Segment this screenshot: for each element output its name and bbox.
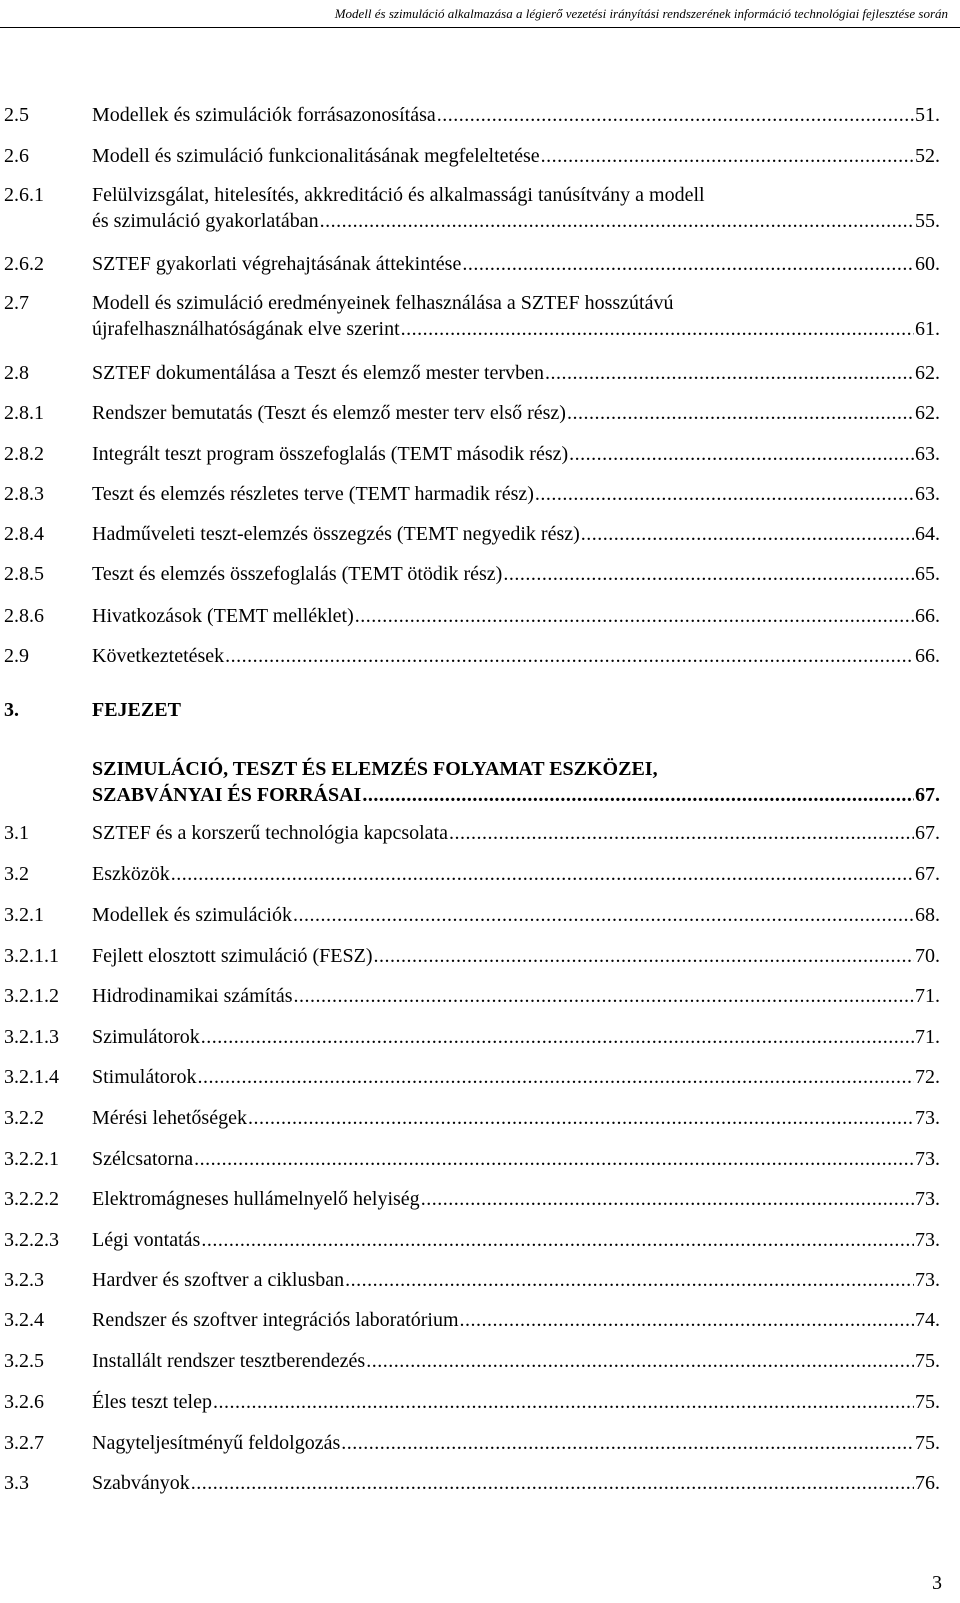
- toc-entry-title: [92, 182, 940, 234]
- dot-leader: [194, 1146, 914, 1172]
- toc-entry-number: 3.2.2.1: [4, 1148, 59, 1170]
- toc-entry-title: [92, 1348, 940, 1374]
- toc-entry-title: [92, 143, 940, 169]
- toc-entry-last-line: [92, 561, 940, 587]
- toc-entry-page: 72.: [915, 1066, 940, 1088]
- toc-entry-title: [92, 521, 940, 547]
- toc-entry-last-line: [92, 1430, 940, 1456]
- toc-entry-page: 67.: [915, 863, 940, 885]
- toc-entry-number: 2.8.1: [4, 402, 44, 424]
- dot-leader: [345, 1267, 914, 1293]
- toc-entry-title: [92, 400, 940, 426]
- toc-entry-title: [92, 1024, 940, 1050]
- page-number: 3: [932, 1572, 942, 1594]
- toc-entry-last-line: [92, 143, 940, 169]
- toc-entry-last-line: [92, 902, 940, 928]
- dot-leader: [355, 603, 914, 629]
- dot-leader: [535, 481, 914, 507]
- toc-entry-last-line: [92, 1186, 940, 1212]
- dot-leader: [581, 521, 914, 547]
- dot-leader: [362, 782, 914, 808]
- toc-entry-last-line: [92, 1389, 940, 1415]
- toc-entry-title-line: Szélcsatorna: [92, 1148, 194, 1170]
- toc-entry-title-line: Hardver és szoftver a ciklusban: [92, 1269, 345, 1291]
- toc-entry-title: [92, 481, 940, 507]
- toc-entry-number: 2.8.6: [4, 605, 44, 627]
- toc-entry-page: 75.: [915, 1391, 940, 1413]
- toc-entry-number: 3.3: [4, 1472, 29, 1494]
- toc-entry-last-line: [92, 1267, 940, 1293]
- toc-entry-number: 2.8.3: [4, 483, 44, 505]
- toc-entry-title-line: Hivatkozások (TEMT melléklet): [92, 605, 354, 627]
- toc-entry-page: 60.: [915, 253, 940, 275]
- toc-entry-page: 75.: [915, 1350, 940, 1372]
- toc-entry-page: 71.: [915, 1026, 940, 1048]
- toc-entry-title: [92, 1105, 940, 1131]
- toc-entry-page: 75.: [915, 1432, 940, 1454]
- toc-entry-title: [92, 441, 940, 467]
- running-header: Modell és szimuláció alkalmazása a légierő vezetési irányítási rendszerének információ technológiai fejlesztése során: [334, 6, 948, 21]
- toc-entry-title-line: SZABVÁNYAI ÉS FORRÁSAI: [92, 784, 362, 806]
- toc-entry-last-line: [92, 820, 940, 846]
- toc-entry-title: [92, 983, 940, 1009]
- toc-entry-title-line: Következtetések: [92, 645, 225, 667]
- toc-entry-last-line: [92, 603, 940, 629]
- toc-entry-title-line: Teszt és elemzés részletes terve (TEMT harmadik rész): [92, 483, 534, 505]
- toc-entry-last-line: [92, 1470, 940, 1496]
- toc-entry-title: [92, 360, 940, 386]
- toc-entry-page: 73.: [915, 1188, 940, 1210]
- toc-entry-title: [92, 603, 940, 629]
- toc-entry-last-line: [92, 1307, 940, 1333]
- toc-entry-page: 67.: [915, 822, 940, 844]
- toc-entry-title: [92, 290, 940, 342]
- dot-leader: [201, 1024, 914, 1050]
- dot-leader: [341, 1430, 914, 1456]
- dot-leader: [374, 943, 914, 969]
- toc-entry-title-line: Rendszer bemutatás (Teszt és elemző mester terv első rész): [92, 402, 566, 424]
- toc-entry-page: 64.: [915, 523, 940, 545]
- toc-entry-title-line: Modell és szimuláció funkcionalitásának megfeleltetése: [92, 145, 540, 167]
- toc-entry-title: [92, 820, 940, 846]
- toc-entry-number: 2.8.2: [4, 443, 44, 465]
- toc-entry-title-line: Szimulátorok: [92, 1026, 200, 1048]
- toc-entry-page: 73.: [915, 1269, 940, 1291]
- dot-leader: [545, 360, 914, 386]
- dot-leader: [401, 316, 914, 342]
- dot-leader: [201, 1227, 914, 1253]
- dot-leader: [421, 1186, 914, 1212]
- dot-leader: [366, 1348, 914, 1374]
- toc-entry-title-line: SZTEF gyakorlati végrehajtásának áttekintése: [92, 253, 462, 275]
- toc-entry-page: 66.: [915, 645, 940, 667]
- toc-entry-title-line: újrafelhasználhatóságának elve szerint: [92, 318, 400, 340]
- toc-entry-last-line: [92, 983, 940, 1009]
- dot-leader: [294, 983, 914, 1009]
- toc-entry-page: 61.: [915, 318, 940, 340]
- toc-entry-page: 76.: [915, 1472, 940, 1494]
- toc-entry-title-line: Modell és szimuláció eredményeinek felhasználása a SZTEF hosszútávú: [92, 292, 674, 314]
- toc-entry-title-line: Modellek és szimulációk: [92, 904, 292, 926]
- toc-entry-page: 51.: [915, 104, 940, 126]
- toc-entry-last-line: [92, 1024, 940, 1050]
- toc-entry-number: 3.2.2.2: [4, 1188, 59, 1210]
- toc-entry-number: 3.2.7: [4, 1432, 44, 1454]
- toc-entry-title-line: Fejlett elosztott szimuláció (FESZ): [92, 945, 373, 967]
- toc-entry-last-line: [92, 521, 940, 547]
- toc-entry-page: 63.: [915, 443, 940, 465]
- dot-leader: [293, 902, 914, 928]
- toc-entry-title-line: Eszközök: [92, 863, 170, 885]
- toc-entry-number: 3.2.1.4: [4, 1066, 59, 1088]
- toc-entry-page: 68.: [915, 904, 940, 926]
- toc-entry-title-line: Teszt és elemzés összefoglalás (TEMT ötödik rész): [92, 563, 503, 585]
- dot-leader: [191, 1470, 914, 1496]
- toc-entry-last-line: [92, 251, 940, 277]
- toc-entry-number: 2.5: [4, 104, 29, 126]
- toc-entry-page: 65.: [915, 563, 940, 585]
- toc-entry-last-line: [92, 316, 940, 342]
- dot-leader: [449, 820, 914, 846]
- toc-entry-title: [92, 1186, 940, 1212]
- toc-entry-title: [92, 1064, 940, 1090]
- toc-entry-number: 3.2.4: [4, 1309, 44, 1331]
- toc-entry-number: 3.2.3: [4, 1269, 44, 1291]
- toc-entry-title-line: Elektromágneses hullámelnyelő helyiség: [92, 1188, 420, 1210]
- toc-entry-title: [92, 756, 940, 808]
- dot-leader: [197, 1064, 914, 1090]
- toc-entry-number: 3.1: [4, 822, 29, 844]
- toc-entry-last-line: [92, 1064, 940, 1090]
- toc-entry-number: 2.6.1: [4, 184, 44, 206]
- toc-entry-title-line: Modellek és szimulációk forrásazonosítása: [92, 104, 436, 126]
- dot-leader: [503, 561, 914, 587]
- toc-entry-number: 3.2.5: [4, 1350, 44, 1372]
- chapter-number: 3.: [4, 699, 19, 721]
- toc-entry-title-line: Rendszer és szoftver integrációs laboratórium: [92, 1309, 459, 1331]
- toc-entry-title-line: SZIMULÁCIÓ, TESZT ÉS ELEMZÉS FOLYAMAT ESZKÖZEI,: [92, 758, 658, 780]
- toc-entry-title: [92, 1389, 940, 1415]
- toc-entry-page: 63.: [915, 483, 940, 505]
- toc-entry-number: 3.2.2: [4, 1107, 44, 1129]
- toc-entry-last-line: [92, 943, 940, 969]
- toc-entry-page: 67.: [915, 784, 940, 806]
- chapter-label: FEJEZET: [92, 699, 181, 721]
- toc-entry-number: 2.7: [4, 292, 29, 314]
- dot-leader: [437, 102, 914, 128]
- toc-entry-page: 74.: [915, 1309, 940, 1331]
- toc-entry-title: [92, 251, 940, 277]
- toc-entry-number: 3.2: [4, 863, 29, 885]
- toc-entry-title-line: és szimuláció gyakorlatában: [92, 210, 319, 232]
- toc-entry-title-line: SZTEF dokumentálása a Teszt és elemző mester tervben: [92, 362, 544, 384]
- toc-entry-number: 3.2.1.1: [4, 945, 59, 967]
- toc-entry-title-line: Hadműveleti teszt-elemzés összegzés (TEMT negyedik rész): [92, 523, 580, 545]
- toc-entry-title: [92, 102, 940, 128]
- toc-entry-title-line: Nagyteljesítményű feldolgozás: [92, 1432, 341, 1454]
- toc-entry-title: [92, 902, 940, 928]
- toc-entry-title: [92, 943, 940, 969]
- toc-entry-last-line: [92, 1227, 940, 1253]
- toc-entry-title-line: Felülvizsgálat, hitelesítés, akkreditáció és alkalmassági tanúsítvány a modell: [92, 184, 705, 206]
- toc-entry-number: 3.2.2.3: [4, 1229, 59, 1251]
- toc-entry-last-line: [92, 360, 940, 386]
- toc-entry-last-line: [92, 643, 940, 669]
- toc-entry-title: [92, 1430, 940, 1456]
- dot-leader: [569, 441, 914, 467]
- toc-entry-page: 73.: [915, 1229, 940, 1251]
- toc-entry-last-line: [92, 208, 940, 234]
- toc-entry-number: 3.2.1.3: [4, 1026, 59, 1048]
- toc-entry-title-line: Hidrodinamikai számítás: [92, 985, 293, 1007]
- toc-entry-page: 62.: [915, 402, 940, 424]
- toc-entry-page: 66.: [915, 605, 940, 627]
- toc-entry-page: 70.: [915, 945, 940, 967]
- toc-entry-last-line: [92, 782, 940, 808]
- toc-entry-last-line: [92, 1146, 940, 1172]
- dot-leader: [320, 208, 914, 234]
- toc-entry-last-line: [92, 102, 940, 128]
- header-rule: [0, 27, 960, 28]
- toc-entry-number: 3.2.6: [4, 1391, 44, 1413]
- toc-entry-title: [92, 561, 940, 587]
- toc-entry-title-line: Szabványok: [92, 1472, 190, 1494]
- toc-entry-last-line: [92, 400, 940, 426]
- toc-entry-title: [92, 643, 940, 669]
- toc-entry-last-line: [92, 1105, 940, 1131]
- toc-entry-page: 52.: [915, 145, 940, 167]
- toc-entry-page: 55.: [915, 210, 940, 232]
- toc-entry-last-line: [92, 861, 940, 887]
- toc-entry-title-line: Stimulátorok: [92, 1066, 197, 1088]
- toc-entry-title: [92, 1470, 940, 1496]
- dot-leader: [460, 1307, 914, 1333]
- toc-entry-title-line: Mérési lehetőségek: [92, 1107, 247, 1129]
- toc-entry-number: 2.9: [4, 645, 29, 667]
- toc-entry-title: [92, 861, 940, 887]
- toc-entry-number: 2.6.2: [4, 253, 44, 275]
- toc-entry-title-line: Éles teszt telep: [92, 1391, 212, 1413]
- toc-entry-title-line: Installált rendszer tesztberendezés: [92, 1350, 366, 1372]
- toc-entry-number: 3.2.1: [4, 904, 44, 926]
- toc-entry-last-line: [92, 441, 940, 467]
- toc-entry-page: 71.: [915, 985, 940, 1007]
- toc-entry-title-line: Légi vontatás: [92, 1229, 201, 1251]
- dot-leader: [541, 143, 914, 169]
- toc-entry-page: 62.: [915, 362, 940, 384]
- toc-entry-title: [92, 1227, 940, 1253]
- toc-entry-page: 73.: [915, 1148, 940, 1170]
- toc-entry-number: 2.8.5: [4, 563, 44, 585]
- toc-entry-last-line: [92, 1348, 940, 1374]
- toc-entry-title: [92, 1267, 940, 1293]
- dot-leader: [462, 251, 914, 277]
- toc-entry-title-line: SZTEF és a korszerű technológia kapcsolata: [92, 822, 448, 844]
- toc-entry-title-line: Integrált teszt program összefoglalás (TEMT második rész): [92, 443, 569, 465]
- toc-entry-title: [92, 1146, 940, 1172]
- toc-entry-number: 2.8.4: [4, 523, 44, 545]
- dot-leader: [248, 1105, 914, 1131]
- dot-leader: [213, 1389, 914, 1415]
- dot-leader: [171, 861, 914, 887]
- dot-leader: [225, 643, 914, 669]
- dot-leader: [567, 400, 914, 426]
- toc-entry-last-line: [92, 481, 940, 507]
- toc-entry-number: 3.2.1.2: [4, 985, 59, 1007]
- toc-entry-title: [92, 1307, 940, 1333]
- toc-entry-number: 2.6: [4, 145, 29, 167]
- toc-entry-number: 2.8: [4, 362, 29, 384]
- toc-entry-page: 73.: [915, 1107, 940, 1129]
